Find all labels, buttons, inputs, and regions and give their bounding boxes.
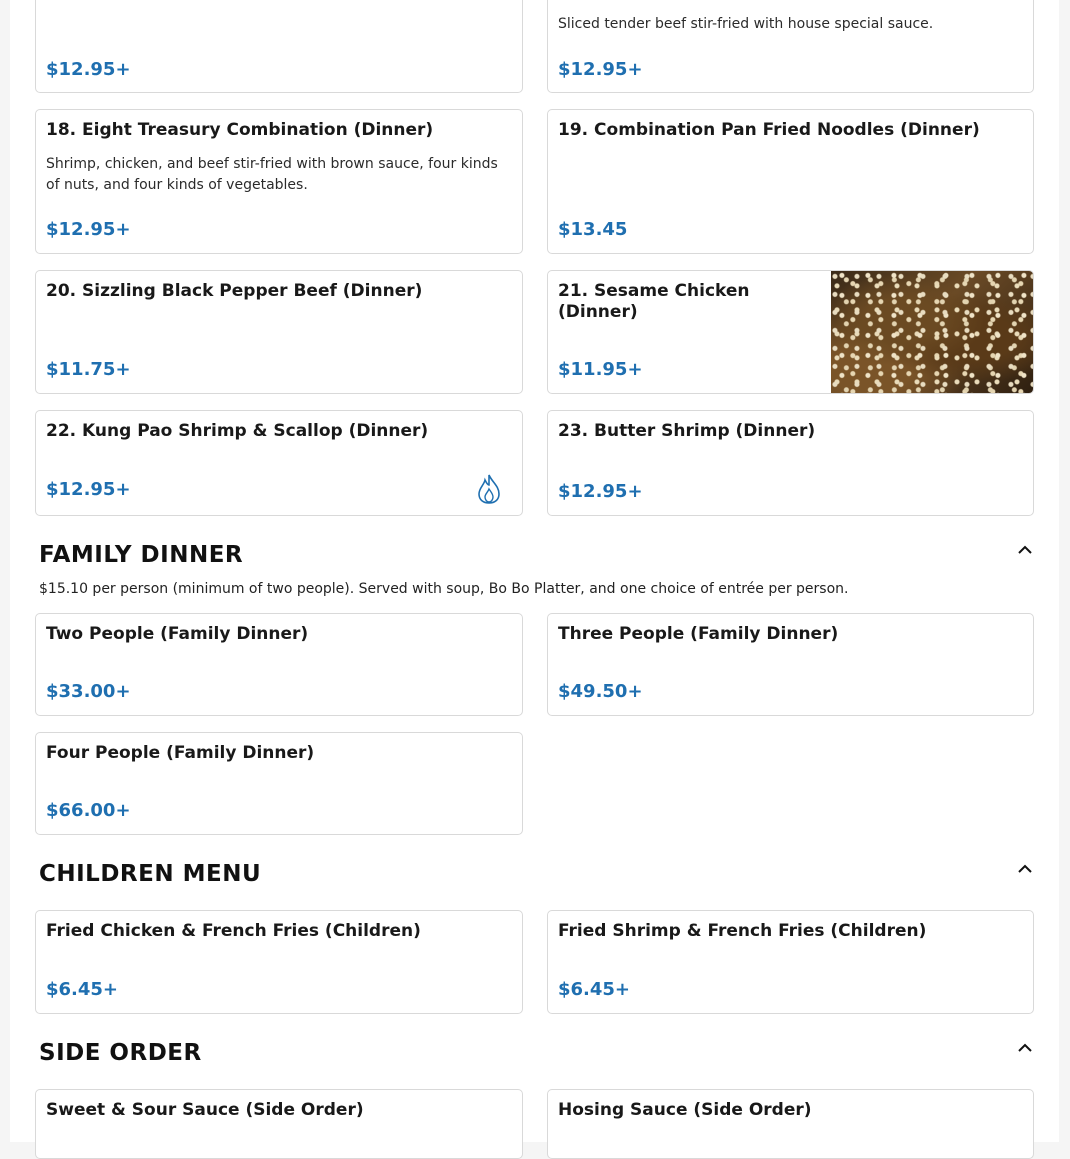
section-title-side-order: SIDE ORDER [39,1040,202,1066]
item-title: Fried Chicken & French Fries (Children) [46,921,421,941]
item-title: Fried Shrimp & French Fries (Children) [558,921,927,941]
chevron-up-icon[interactable] [1017,544,1033,556]
item-price: $12.95+ [46,219,131,240]
menu-item-card[interactable] [35,270,523,394]
item-title: Sweet & Sour Sauce (Side Order) [46,1100,364,1120]
item-price: $49.50+ [558,681,643,702]
item-title: 18. Eight Treasury Combination (Dinner) [46,120,434,140]
item-title: Four People (Family Dinner) [46,743,315,763]
menu-item-card[interactable] [547,613,1034,716]
item-title: Hosing Sauce (Side Order) [558,1100,812,1120]
menu-item-card[interactable] [35,109,523,254]
item-price: $12.95+ [558,59,643,80]
flame-icon [476,473,502,505]
item-title: 19. Combination Pan Fried Noodles (Dinner) [558,120,980,140]
item-description: Shrimp, chicken, and beef stir-fried with brown sauce, four kinds of nuts, and four kinds of vegetables. [46,156,498,193]
chevron-up-icon[interactable] [1017,863,1033,875]
item-title: 22. Kung Pao Shrimp & Scallop (Dinner) [46,421,429,441]
chevron-up-icon[interactable] [1017,1042,1033,1054]
item-price: $11.95+ [558,359,643,380]
item-price: $6.45+ [558,979,631,1000]
item-title: 20. Sizzling Black Pepper Beef (Dinner) [46,281,423,301]
item-description: Sliced tender beef stir-fried with house special sauce. [558,16,934,32]
item-price: $66.00+ [46,800,131,821]
menu-item-card[interactable] [35,910,523,1014]
menu-item-card[interactable] [547,910,1034,1014]
item-title: 21. Sesame Chicken (Dinner) [558,281,750,322]
item-price: $12.95+ [558,481,643,502]
menu-item-card[interactable] [35,410,523,516]
item-title: Three People (Family Dinner) [558,624,839,644]
menu-item-card[interactable] [35,613,523,716]
menu-item-card[interactable] [547,270,1034,394]
item-price: $12.95+ [46,59,131,80]
item-price: $11.75+ [46,359,131,380]
menu-item-card[interactable] [547,1089,1034,1159]
item-price: $12.95+ [46,479,131,500]
sesame-chicken-photo [831,271,1033,393]
item-price: $6.45+ [46,979,119,1000]
section-title-children-menu: CHILDREN MENU [39,861,262,887]
menu-item-card[interactable] [35,1089,523,1159]
section-subtitle: $15.10 per person (minimum of two people). Served with soup, Bo Bo Platter, and one choice of entrée per person. [39,581,849,597]
menu-item-card[interactable] [547,410,1034,516]
menu-item-card[interactable] [547,0,1034,93]
menu-item-card[interactable] [35,732,523,835]
item-title: 23. Butter Shrimp (Dinner) [558,421,816,441]
menu-item-card[interactable] [547,109,1034,254]
item-title: Two People (Family Dinner) [46,624,309,644]
menu-item-card[interactable] [35,0,523,93]
section-title-family-dinner: FAMILY DINNER [39,542,244,568]
item-price: $13.45 [558,219,628,240]
item-price: $33.00+ [46,681,131,702]
